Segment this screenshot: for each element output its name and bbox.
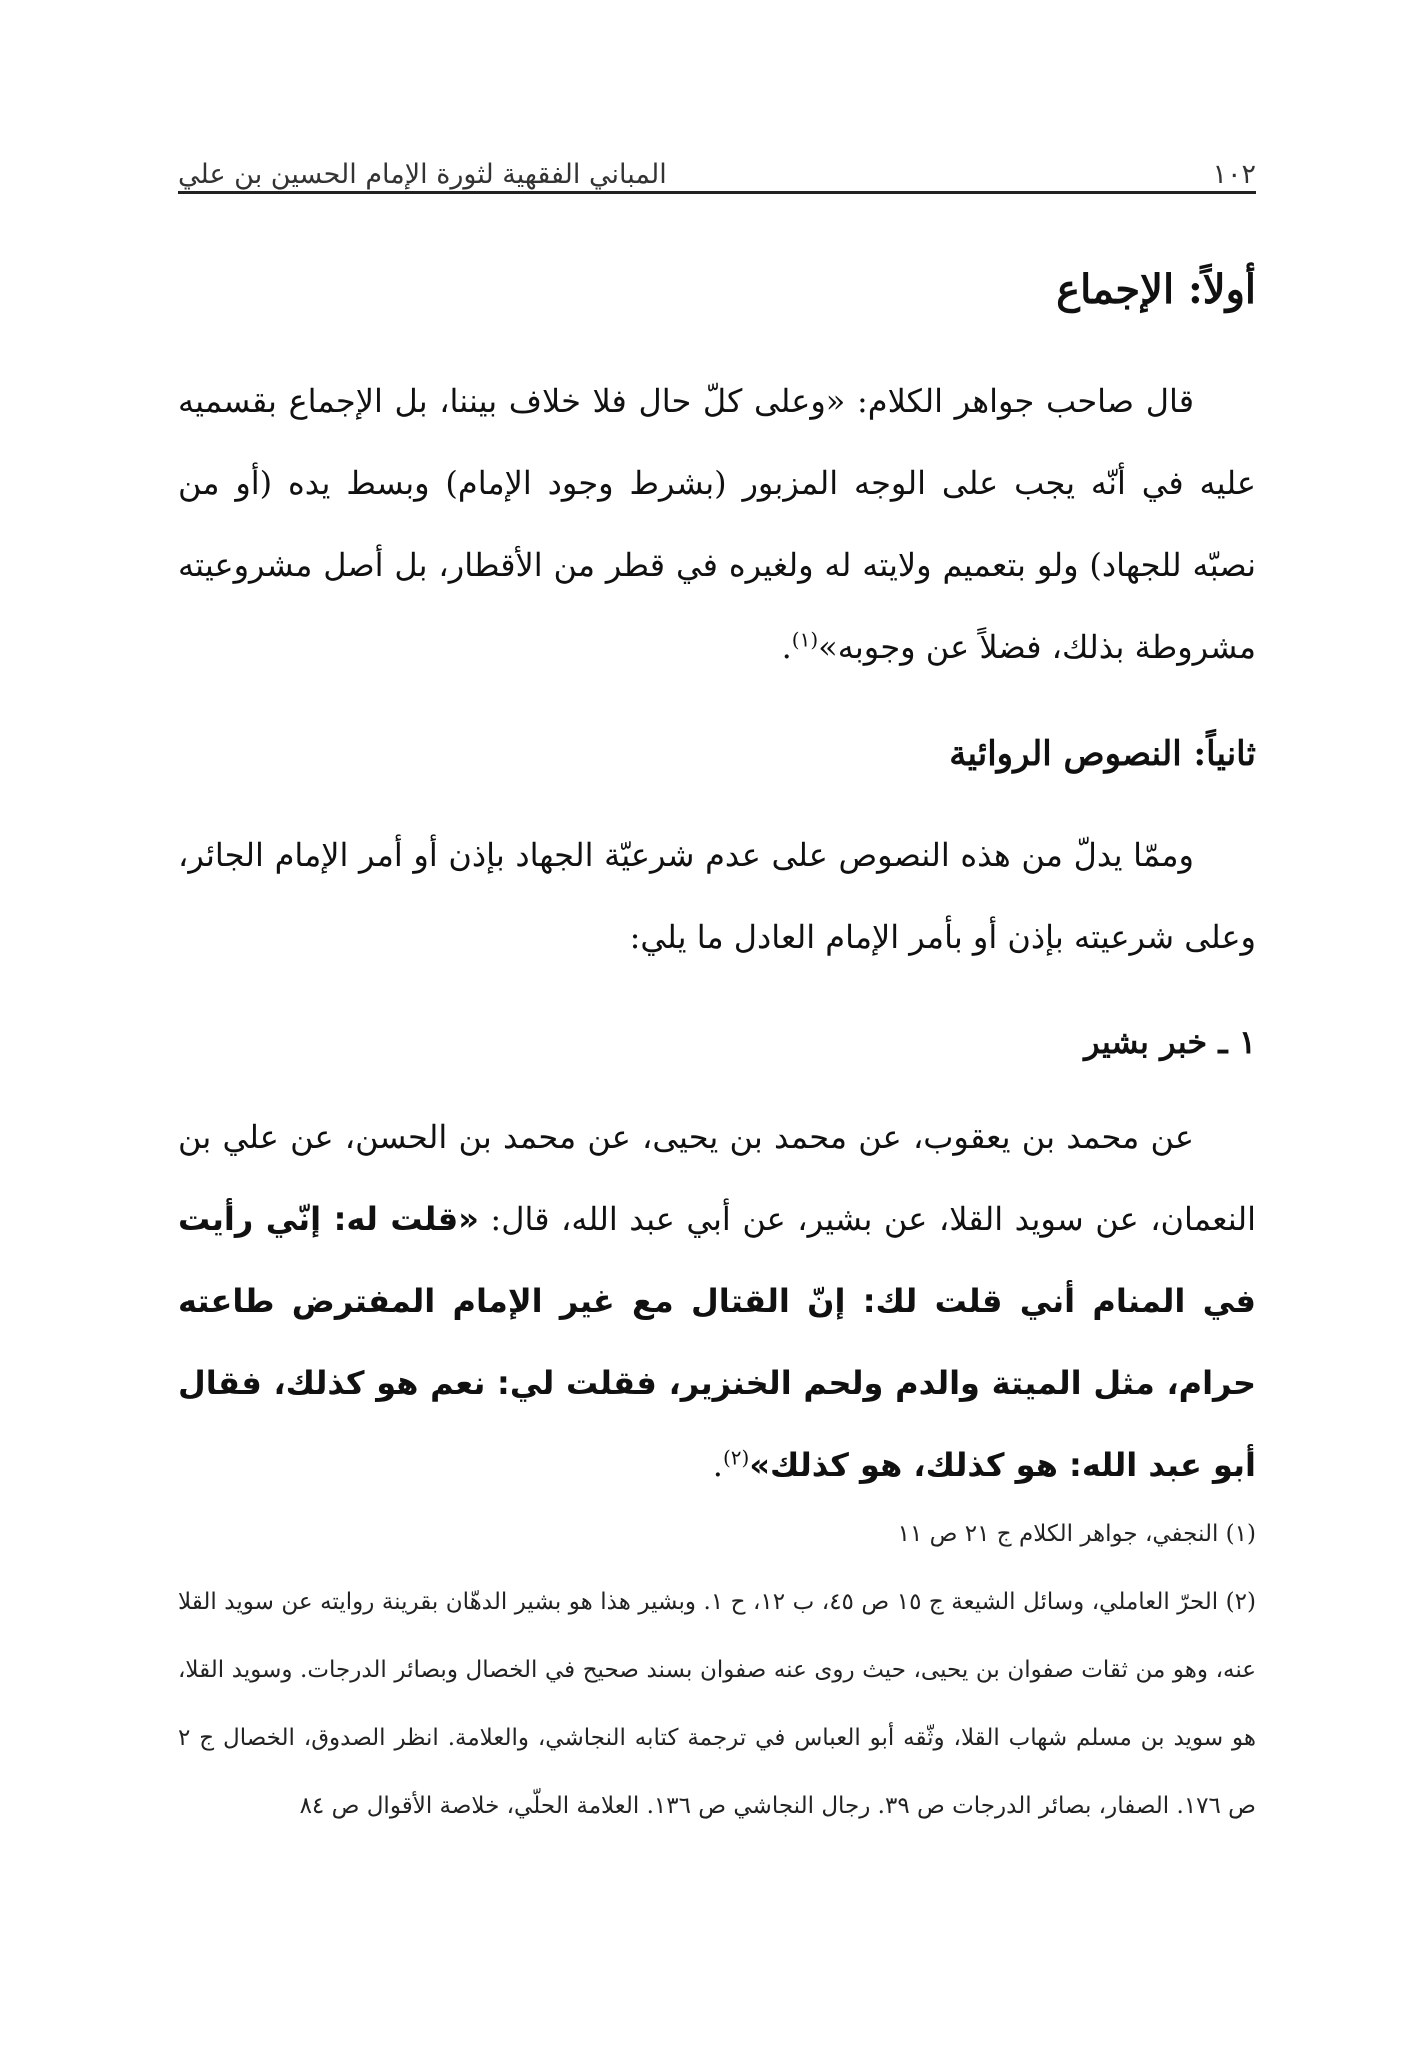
header-rule bbox=[178, 191, 1256, 194]
running-title: المباني الفقهية لثورة الإمام الحسين بن علي bbox=[178, 159, 667, 190]
main-content bbox=[178, 240, 1256, 1506]
running-header bbox=[178, 128, 1256, 190]
narrations-paragraph: وممّا يدلّ من هذه النصوص على عدم شرعيّة الجهاد بإذن أو أمر الإمام الجائر، وعلى شرعيته بإذن أو بأمر الإمام العادل ما يلي: bbox=[178, 836, 1256, 956]
section-title-narrations: ثانياً: النصوص الروائية bbox=[949, 734, 1256, 774]
bashir-chain-text: عن محمد بن يعقوب، عن محمد بن يحيى، عن محمد بن الحسن، عن علي بن النعمان، عن سويد القلا، عن بشير، عن أبي عبد الله، قال: bbox=[178, 1118, 1257, 1238]
footnote-2: (٢) الحرّ العاملي، وسائل الشيعة ج ١٥ ص ٤٥، ب ١٢، ح ١. وبشير هذا هو بشير الدهّان بقرينة روايته عن سويد القلا عنه، وهو من ثقات صفوان بن يحيى، حيث روى عنه صفوان بسند صحيح في الخصال وبصائر الدرجات. وسويد القلا، هو سويد بن مسلم شهاب القلا، وثّقه أبو العباس في ترجمة كتابه النجاشي، والعلامة. انظر الصدوق، الخصال ج ٢ ص ١٧٦. الصفار، بصائر الدرجات ص ٣٩. رجال النجاشي ص ١٣٦. العلامة الحلّي، خلاصة الأقوال ص ٨٤ bbox=[178, 1589, 1256, 1819]
section-title-consensus: أولاً: الإجماع bbox=[1056, 266, 1256, 313]
bashir-paragraph: عن محمد بن يعقوب، عن محمد بن يحيى، عن محمد بن الحسن، عن علي بن النعمان، عن سويد القلا، عن بشير، عن أبي عبد الله، قال: «قلت له: إنّي رأيت في المنام أني قلت لك: إنّ القتال مع غير الإمام المفترض طاعته حرام، مثل الميتة والدم ولحم الخنزير، فقلت لي: نعم هو كذلك، فقال أبو عبد الله: هو كذلك، هو كذلك»$^{(٢)}$. bbox=[178, 1118, 1257, 1484]
footnote-ref-2: (٢) bbox=[722, 1445, 750, 1470]
consensus-paragraph: قال صاحب جواهر الكلام: «وعلى كلّ حال فلا خلاف بيننا، بل الإجماع بقسميه عليه في أنّه يجب على الوجه المزبور (بشرط وجود الإمام) وبسط يده (أو من نصبّه للجهاد) ولو بتعميم ولايته له ولغيره في قطر من الأقطار، بل أصل مشروعيته مشروطة بذلك، فضلاً عن وجوبه»$^{(١)}$. bbox=[178, 382, 1257, 666]
footnotes bbox=[178, 1500, 1256, 1840]
footnote-1: (١) النجفي، جواهر الكلام ج ٢١ ص ١١ bbox=[897, 1521, 1256, 1547]
item-title-bashir: ١ ـ خبر بشير bbox=[1084, 1023, 1256, 1061]
footnote-ref-1: (١) bbox=[791, 627, 819, 652]
consensus-text: قال صاحب جواهر الكلام: «وعلى كلّ حال فلا خلاف بيننا، بل الإجماع بقسميه عليه في أنّه يجب على الوجه المزبور (بشرط وجود الإمام) وبسط يده (أو من نصبّه للجهاد) ولو بتعميم ولايته له ولغيره في قطر من الأقطار، بل أصل مشروعيته مشروطة بذلك، فضلاً عن وجوبه» bbox=[178, 382, 1257, 666]
bashir-quote-text: «قلت له: إنّي رأيت في المنام أني قلت لك: إنّ القتال مع غير الإمام المفترض طاعته حرام، مثل الميتة والدم ولحم الخنزير، فقلت لي: نعم هو كذلك، فقال أبو عبد الله: هو كذلك، هو كذلك» bbox=[178, 1200, 1256, 1484]
page-number: ١٠٢ bbox=[1212, 159, 1256, 190]
